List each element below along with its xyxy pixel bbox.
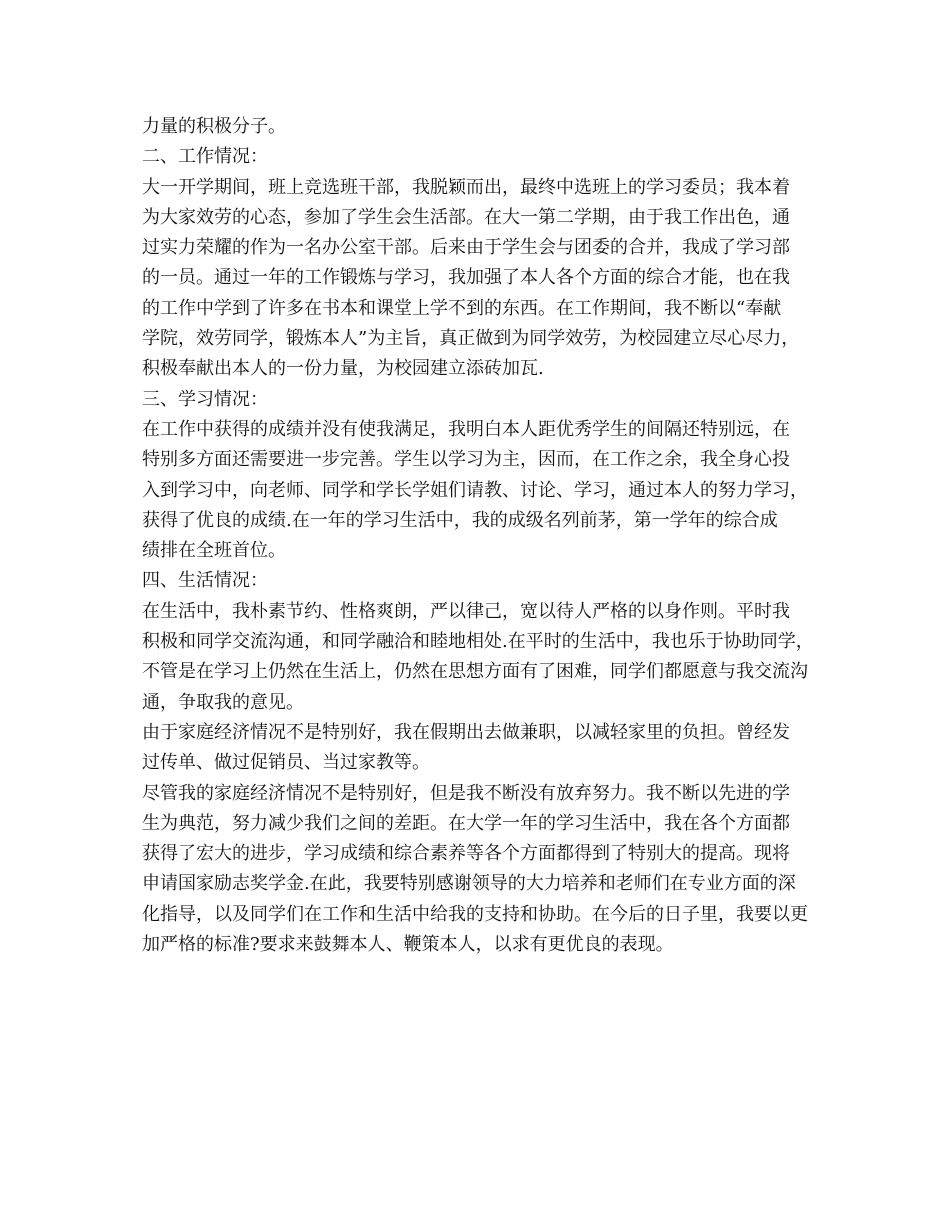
text-line: 生为典范，努力减少我们之间的差距。在大学一年的学习生活中，我在各个方面都 xyxy=(142,812,790,834)
text-line: 特别多方面还需要进一步完善。学生以学习为主，因而，在工作之余，我全身心投 xyxy=(142,449,790,471)
text-line: 不管是在学习上仍然在生活上，仍然在思想方面有了困难，同学们都愿意与我交流沟 xyxy=(142,661,808,683)
text-line: 获得了宏大的进步，学习成绩和综合素养等各个方面都得到了特别大的提高。现将 xyxy=(142,843,790,865)
text-line: 的工作中学到了许多在书本和课堂上学不到的东西。在工作期间，我不断以“奉献 xyxy=(142,297,782,319)
text-line: 绩排在全班首位。 xyxy=(142,540,286,562)
text-line: 化指导，以及同学们在工作和生活中给我的支持和协助。在今后的日子里，我要以更 xyxy=(142,903,808,925)
document-body xyxy=(142,112,822,960)
text-line: 过实力荣耀的作为一名办公室干部。后来由于学生会与团委的合并，我成了学习部 xyxy=(142,237,790,259)
section-heading-life: 四、生活情况： xyxy=(142,570,268,592)
text-line: 通，争取我的意见。 xyxy=(142,691,304,713)
text-line: 过传单、做过促销员、当过家教等。 xyxy=(142,752,430,774)
text-line: 获得了优良的成绩.在一年的学习生活中，我的成级名列前茅，第一学年的综合成 xyxy=(142,509,778,531)
text-line: 加严格的标准?要求来鼓舞本人、鞭策本人，以求有更优良的表现。 xyxy=(142,934,674,956)
text-line: 学院，效劳同学，锻炼本人”为主旨，真正做到为同学效劳，为校园建立尽心尽力， xyxy=(142,328,800,350)
section-heading-work: 二、工作情况： xyxy=(142,146,268,168)
text-line: 入到学习中，向老师、同学和学长学姐们请教、讨论、学习，通过本人的努力学习， xyxy=(142,479,808,501)
section-heading-study: 三、学习情况： xyxy=(142,388,268,410)
text-line: 大一开学期间，班上竞选班干部，我脱颖而出，最终中选班上的学习委员；我本着 xyxy=(142,176,790,198)
text-line: 在工作中获得的成绩并没有使我满足，我明白本人距优秀学生的间隔还特别远，在 xyxy=(142,418,790,440)
text-line: 为大家效劳的心态，参加了学生会生活部。在大一第二学期，由于我工作出色，通 xyxy=(142,206,790,228)
text-line: 的一员。通过一年的工作锻炼与学习，我加强了本人各个方面的综合才能，也在我 xyxy=(142,267,790,289)
text-line: 在生活中，我朴素节约、性格爽朗，严以律己，宽以待人严格的以身作则。平时我 xyxy=(142,600,790,622)
text-line: 积极奉献出本人的一份力量，为校园建立添砖加瓦. xyxy=(142,358,544,380)
text-line: 申请国家励志奖学金.在此，我要特别感谢领导的大力培养和老师们在专业方面的深 xyxy=(142,873,796,895)
text-line: 由于家庭经济情况不是特别好，我在假期出去做兼职，以减轻家里的负担。曾经发 xyxy=(142,721,790,743)
text-line: 积极和同学交流沟通，和同学融洽和睦地相处.在平时的生活中，我也乐于协助同学， xyxy=(142,631,814,653)
text-line: 尽管我的家庭经济情况不是特别好，但是我不断没有放弃努力。我不断以先进的学 xyxy=(142,782,790,804)
text-line: 力量的积极分子。 xyxy=(142,116,286,137)
